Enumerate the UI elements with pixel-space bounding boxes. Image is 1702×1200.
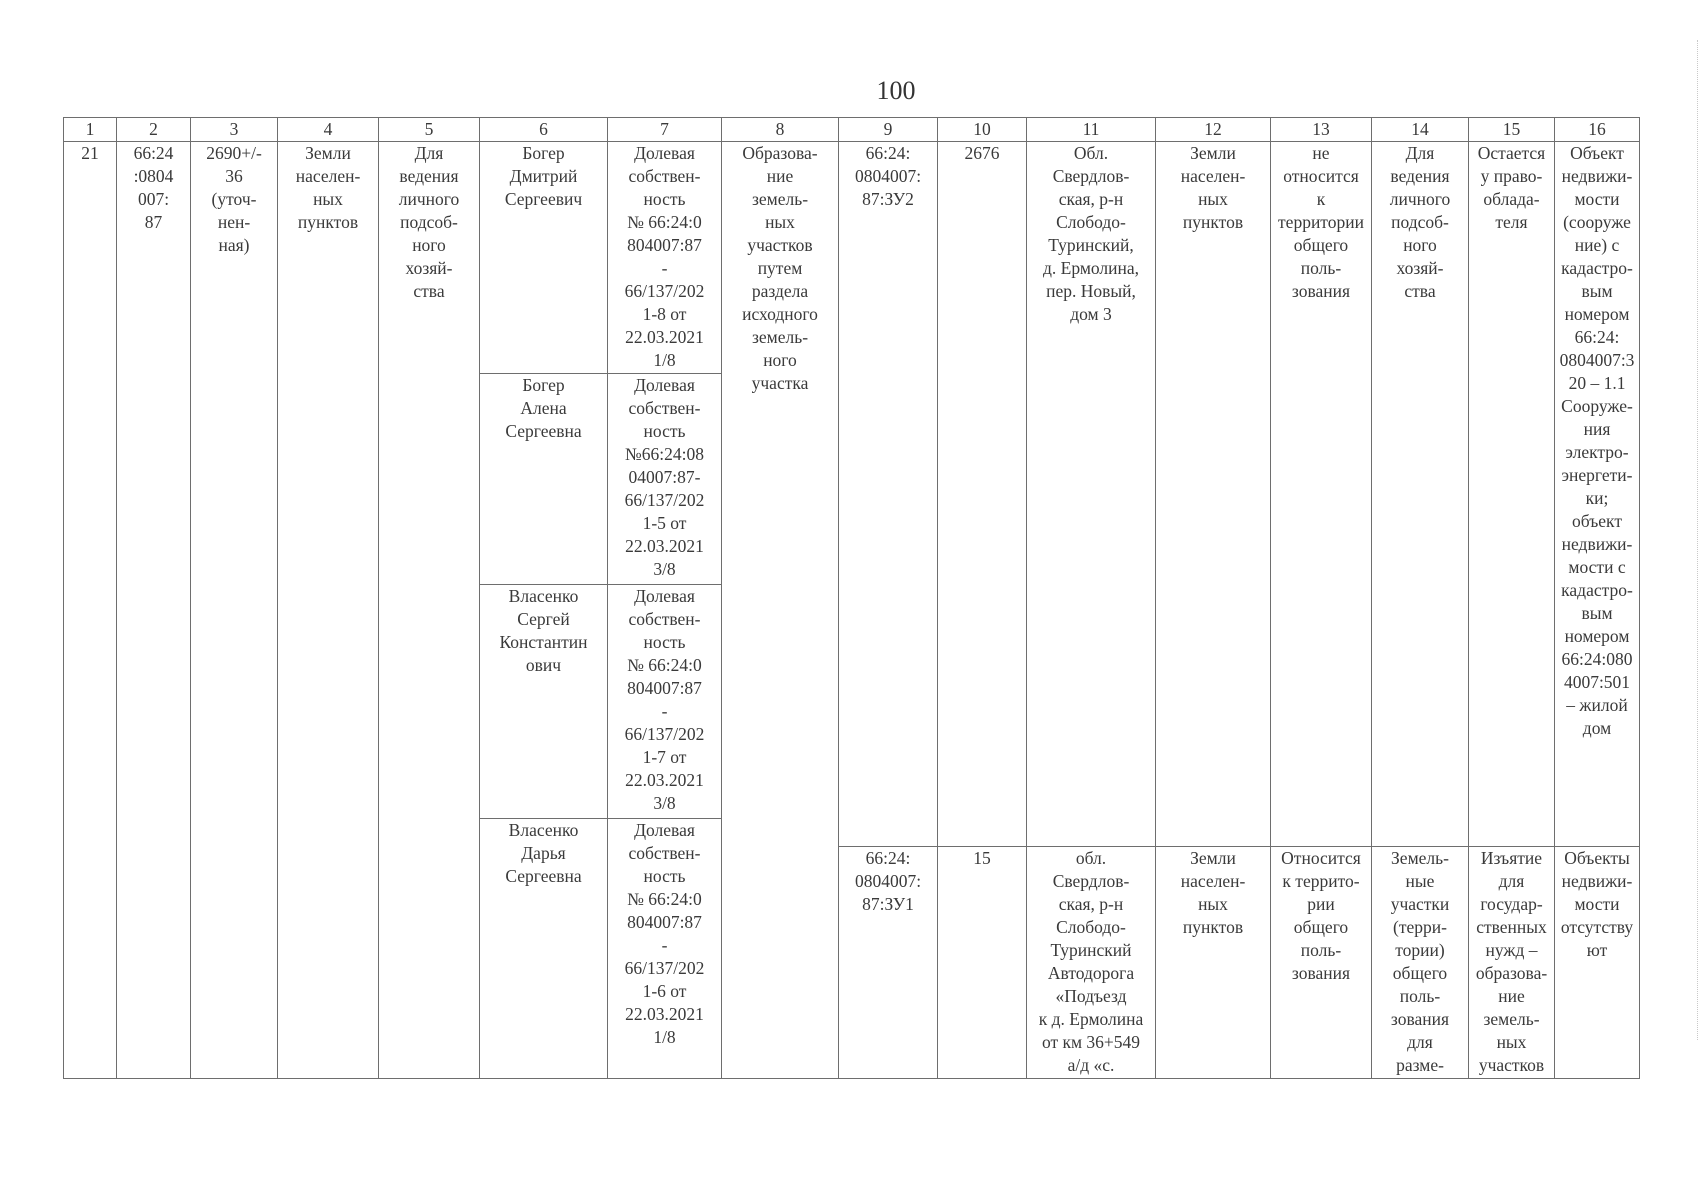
land-register-table xyxy=(63,117,1640,1079)
new-parcel-objects-cell: Объект недвижи- мости (сооруже ние) с кадастро- вым номером 66:24: 0804007:3 20 – 1.1 Сооруже- ния электро- энергети- ки; объект недвижи- мости с кадастро- вым номером 66:24:080 4007:501 – жилой дом xyxy=(1555,142,1640,847)
ownership-right-cell: Долевая собствен- ность № 66:24:0 804007:87 - 66/137/202 1-8 от 22.03.2021 1/8 xyxy=(608,142,722,374)
column-header: 16 xyxy=(1555,118,1640,142)
new-parcel-id-cell: 66:24: 0804007: 87:ЗУ2 xyxy=(839,142,938,847)
land-category-cell: Земли населен- ных пунктов xyxy=(278,142,379,1079)
ownership-right-cell: Долевая собствен- ность № 66:24:0 804007:87 - 66/137/202 1-6 от 22.03.2021 1/8 xyxy=(608,819,722,1079)
permitted-use-cell: Для ведения личного подсоб- ного хозяй- ства xyxy=(379,142,480,1079)
new-parcel-use-cell: Земель- ные участки (терри- тории) общего поль- зования для разме- xyxy=(1372,847,1469,1079)
column-header: 7 xyxy=(608,118,722,142)
new-parcel-public-cell: не относится к территории общего поль- зования xyxy=(1271,142,1372,847)
column-header: 4 xyxy=(278,118,379,142)
owner-name-cell: Богер Алена Сергеевна xyxy=(480,373,608,585)
new-parcel-fate-cell: Остается у право- облада- теля xyxy=(1469,142,1555,847)
column-header: 11 xyxy=(1027,118,1156,142)
column-header: 6 xyxy=(480,118,608,142)
owner-name-cell: Власенко Сергей Константин ович xyxy=(480,585,608,819)
new-parcel-id-cell: 66:24: 0804007: 87:ЗУ1 xyxy=(839,847,938,1079)
new-parcel-area-cell: 2676 xyxy=(938,142,1027,847)
new-parcel-category-cell: Земли населен- ных пунктов xyxy=(1156,142,1271,847)
column-header: 8 xyxy=(722,118,839,142)
ownership-right-cell: Долевая собствен- ность № 66:24:0 804007:87 - 66/137/202 1-7 от 22.03.2021 3/8 xyxy=(608,585,722,819)
new-parcel-objects-cell: Объекты недвижи- мости отсутству ют xyxy=(1555,847,1640,1079)
scan-edge-artifact xyxy=(1696,40,1698,1040)
table-row xyxy=(64,142,1640,374)
column-header: 5 xyxy=(379,118,480,142)
new-parcel-public-cell: Относится к террито- рии общего поль- зования xyxy=(1271,847,1372,1079)
formation-method-cell: Образова- ние земель- ных участков путем раздела исходного земель- ного участка xyxy=(722,142,839,1079)
owner-name-cell: Власенко Дарья Сергеевна xyxy=(480,819,608,1079)
column-number-row xyxy=(64,118,1640,142)
column-header: 14 xyxy=(1372,118,1469,142)
owner-name-cell: Богер Дмитрий Сергеевич xyxy=(480,142,608,374)
column-header: 1 xyxy=(64,118,117,142)
ownership-right-cell: Долевая собствен- ность №66:24:08 04007:87- 66/137/202 1-5 от 22.03.2021 3/8 xyxy=(608,373,722,585)
area-cell: 2690+/- 36 (уточ- нен- ная) xyxy=(191,142,278,1079)
column-header: 12 xyxy=(1156,118,1271,142)
new-parcel-address-cell: Обл. Свердлов- ская, р-н Слободо- Туринский, д. Ермолина, пер. Новый, дом 3 xyxy=(1027,142,1156,847)
column-header: 13 xyxy=(1271,118,1372,142)
column-header: 15 xyxy=(1469,118,1555,142)
new-parcel-address-cell: обл. Свердлов- ская, р-н Слободо- Туринский Автодорога «Подъезд к д. Ермолина от км 36+549 а/д «с. xyxy=(1027,847,1156,1079)
row-number-cell: 21 xyxy=(64,142,117,1079)
new-parcel-category-cell: Земли населен- ных пунктов xyxy=(1156,847,1271,1079)
new-parcel-area-cell: 15 xyxy=(938,847,1027,1079)
column-header: 3 xyxy=(191,118,278,142)
column-header: 2 xyxy=(117,118,191,142)
new-parcel-fate-cell: Изъятие для государ- ственных нужд – образова- ние земель- ных участков xyxy=(1469,847,1555,1079)
column-header: 9 xyxy=(839,118,938,142)
page-number: 100 xyxy=(876,76,916,105)
column-header: 10 xyxy=(938,118,1027,142)
cadastral-number-cell: 66:24 :0804 007: 87 xyxy=(117,142,191,1079)
new-parcel-use-cell: Для ведения личного подсоб- ного хозяй- ства xyxy=(1372,142,1469,847)
